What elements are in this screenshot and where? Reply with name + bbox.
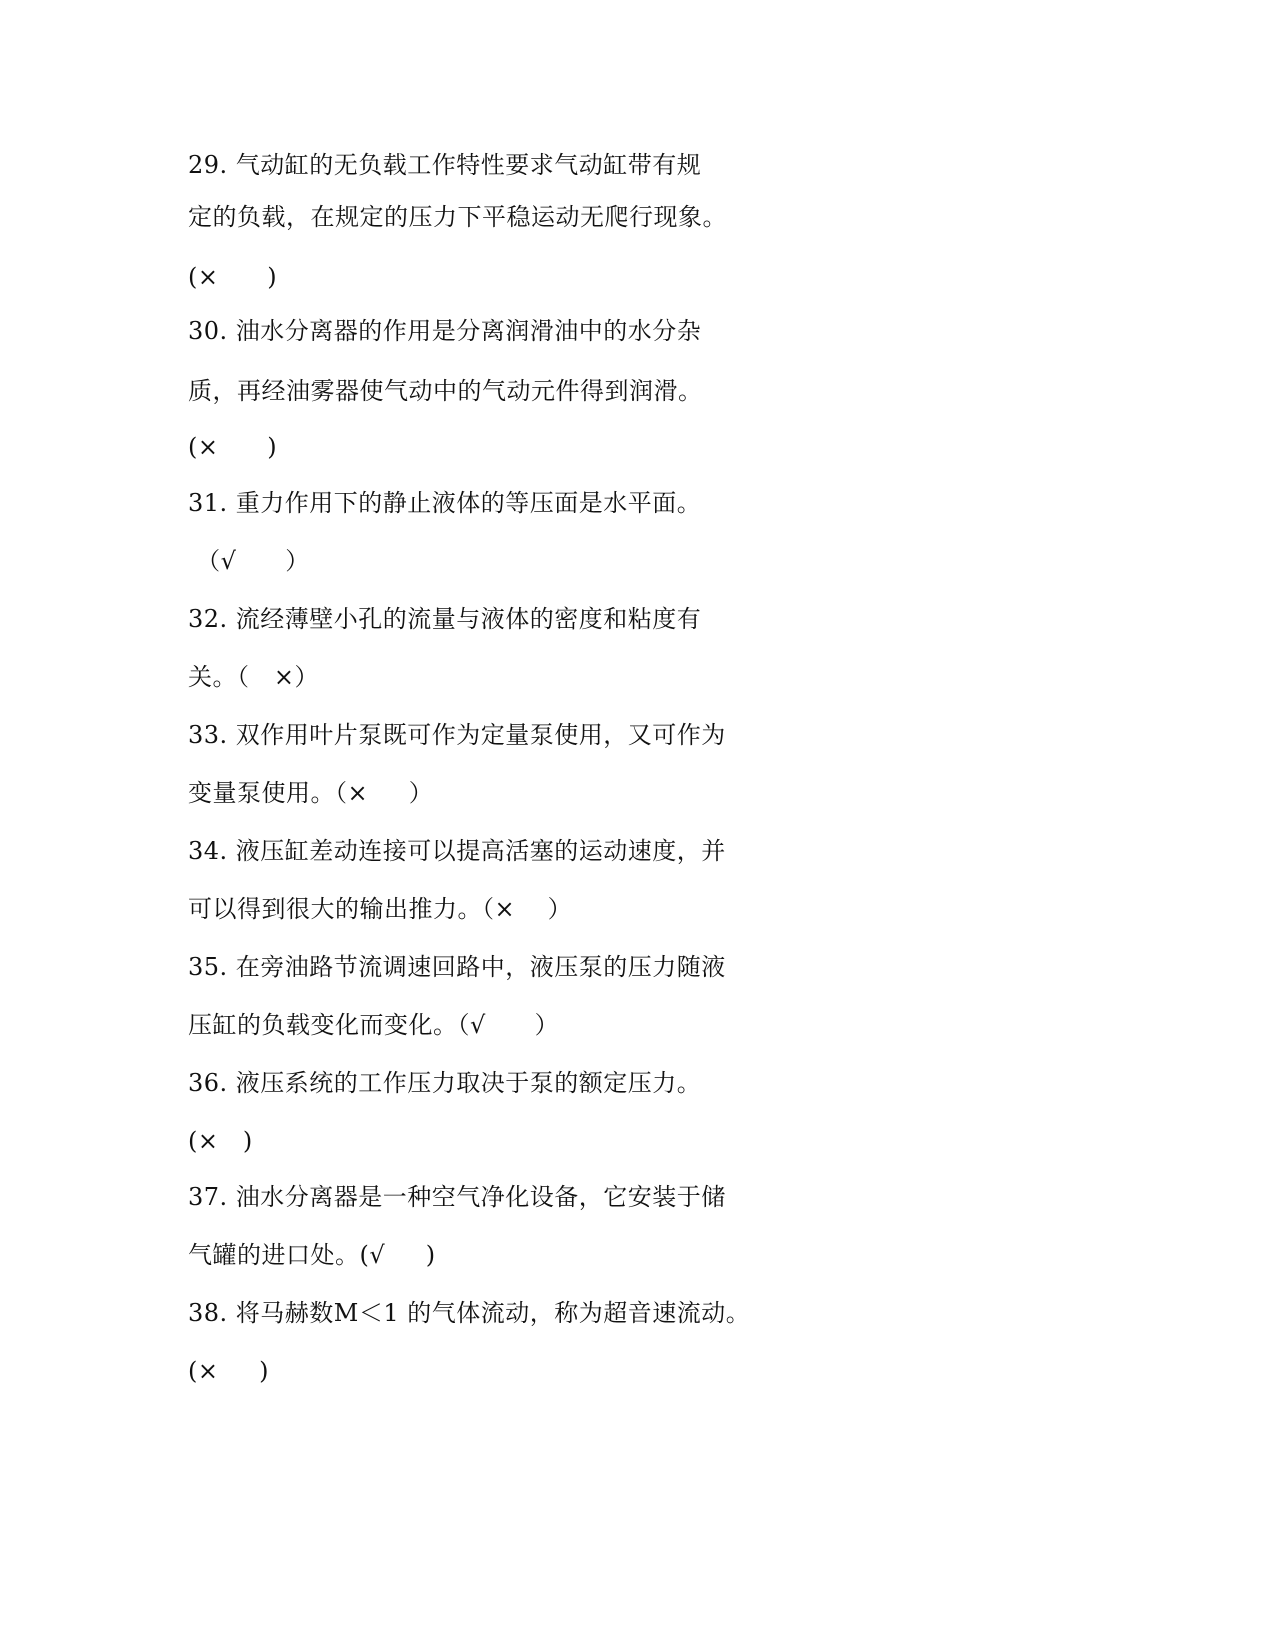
question-30-line-2: 质，再经油雾器使气动中的气动元件得到润滑。	[188, 377, 703, 405]
question-32-line-1: 32. 流经薄壁小孔的流量与液体的密度和粘度有	[188, 605, 702, 633]
question-34-line-2: 可以得到很大的输出推力。（× ）	[188, 895, 573, 923]
question-33-line-2: 变量泵使用。（× ）	[188, 779, 434, 807]
question-29-line-2: 定的负载，在规定的压力下平稳运动无爬行现象。	[188, 203, 727, 231]
question-31-answer: （√ ）	[188, 547, 310, 575]
question-30-answer: (× )	[188, 433, 278, 461]
question-34-line-1: 34. 液压缸差动连接可以提高活塞的运动速度，并	[188, 837, 726, 865]
question-32-line-2: 关。（ ×）	[188, 663, 319, 691]
question-37-line-2: 气罐的进口处。(√ )	[188, 1241, 436, 1269]
question-38-line-1: 38. 将马赫数M＜1 的气体流动，称为超音速流动。	[188, 1299, 751, 1327]
question-35-line-2: 压缸的负载变化而变化。（√ ）	[188, 1011, 560, 1039]
question-35-line-1: 35. 在旁油路节流调速回路中，液压泵的压力随液	[188, 953, 726, 981]
question-38-answer: (× )	[188, 1357, 269, 1385]
question-36-line-1: 36. 液压系统的工作压力取决于泵的额定压力。	[188, 1069, 702, 1097]
question-29-line-1: 29. 气动缸的无负载工作特性要求气动缸带有规	[188, 151, 702, 179]
question-31-line-1: 31. 重力作用下的静止液体的等压面是水平面。	[188, 489, 702, 517]
question-29-answer: (× )	[188, 263, 278, 291]
question-37-line-1: 37. 油水分离器是一种空气净化设备，它安装于储	[188, 1183, 726, 1211]
question-36-answer: (× )	[188, 1127, 253, 1155]
question-33-line-1: 33. 双作用叶片泵既可作为定量泵使用，又可作为	[188, 721, 726, 749]
question-30-line-1: 30. 油水分离器的作用是分离润滑油中的水分杂	[188, 317, 702, 345]
